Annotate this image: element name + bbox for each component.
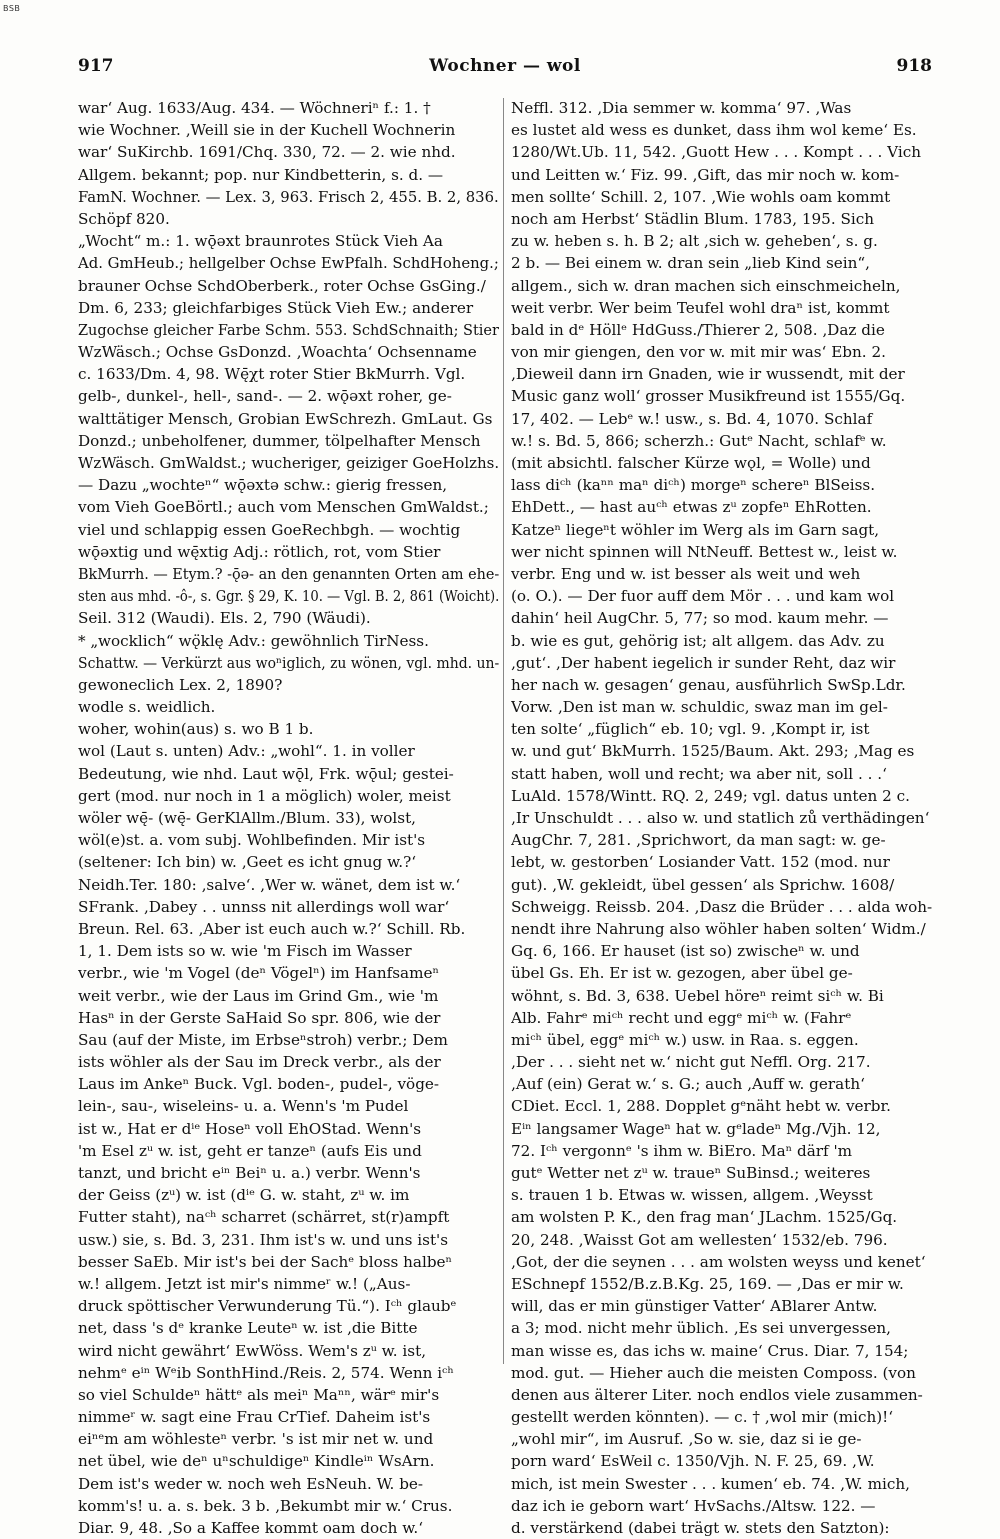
text-line: miᶜʰ übel, eggᵉ miᶜʰ w.) usw. in Raa. s. eggen. [511,1030,859,1049]
text-line: verbr. Eng und w. ist besser als weit und weh [511,564,861,583]
text-line: 1280/Wt.Ub. 11, 542. ‚Guott Hew . . . Kompt . . . Vich [511,143,922,162]
text-line: Vorw. ‚Den ist man w. schuldic, swaz man im gel- [511,698,888,717]
text-line: Hasⁿ in der Gerste SaHaid So spr. 806, wie der [78,1008,441,1027]
text-line: Dm. 6, 233; gleichfarbiges Stück Vieh Ew.; anderer [78,298,474,317]
text-line: 20, 248. ‚Waisst Got am wellesten‘ 1532/eb. 796. [511,1230,888,1249]
text-line: gewoneclich Lex. 2, 1890? [78,675,283,694]
text-line: Katzeⁿ liegeⁿt wöhler im Werg als im Garn sagt, [511,520,880,539]
text-line: gut). ‚W. gekleidt, übel gessen‘ als Sprichw. 1608/ [511,875,895,894]
text-line: wie Wochner. ‚Weill sie in der Kuchell Wochnerin [78,121,456,140]
text-line: vom Vieh GoeBörtl.; auch vom Menschen GmWaldst.; [78,498,489,517]
text-line: wöhnt, s. Bd. 3, 638. Uebel höreⁿ reimt siᶜʰ w. Bi [511,986,884,1005]
text-line: es lustet ald wess es dunket, dass ihm wol keme‘ Es. [511,121,917,140]
text-line: w.! allgem. Jetzt ist mir's nimmeʳ w.! („Aus- [78,1274,411,1293]
text-line: ‚Auf (ein) Gerat w.‘ s. G.; auch ‚Auff w. gerath‘ [511,1075,865,1094]
text-line: wird nicht gewährt‘ EwWöss. Wem's zᵘ w. ist, [78,1341,427,1360]
running-head: Wochner — wol [429,56,581,76]
text-line: Eⁱⁿ langsamer Wageⁿ hat w. gᵉladeⁿ Mg./Vjh. 12, [511,1119,881,1138]
text-line: lass diᶜʰ (kaⁿⁿ maⁿ diᶜʰ) morgeⁿ schereⁿ BlSeiss. [511,476,876,495]
page-header [78,56,932,80]
text-line: nendt ihre Nahrung also wöhler haben solten‘ Widm./ [511,919,926,938]
text-line: Allgem. bekannt; pop. nur Kindbetterin, s. d. — [78,165,444,184]
text-line: gestellt werden könnten). — c. † ‚wol mir (mich)!‘ [511,1408,894,1427]
text-line: Music ganz woll‘ grosser Musikfreund ist 1555/Gq. [511,387,906,406]
text-line: walttätiger Mensch, Grobian EwSchrezh. GmLaut. Gs [78,409,493,428]
text-line: wer nicht spinnen will NtNeuff. Bettest w., leist w. [511,542,898,561]
text-line: Diar. 9, 48. ‚So a Kaffee kommt oam doch w.‘ [78,1519,424,1537]
text-line: lein-, sau-, wiseleins- u. a. Wenn's 'm Pudel [78,1097,409,1116]
text-line: „wohl mir“, im Ausruf. ‚So w. sie, daz si ie ge- [511,1430,862,1449]
text-line: (seltener: Ich bin) w. ‚Geet es icht gnug w.?‘ [78,853,417,872]
text-line: dahin‘ heil AugChr. 5, 77; so mod. kaum mehr. — [511,609,889,628]
text-line: mich, ist mein Swester . . . kumen‘ eb. 74. ‚W. mich, [511,1474,910,1493]
page-number-right: 918 [896,56,932,76]
text-line: w.! s. Bd. 5, 866; scherzh.: Gutᵉ Nacht, schlafᵉ w. [511,431,887,450]
text-line: statt haben, woll und recht; wa aber nit, soll . . .‘ [511,764,887,783]
text-line: wol (Laut s. unten) Adv.: „wohl“. 1. in voller [78,742,415,761]
text-line: w. und gut‘ BkMurrh. 1525/Baum. Akt. 293; ‚Mag es [511,742,915,761]
text-line: CDiet. Eccl. 1, 288. Dopplet gᵉnäht hebt w. verbr. [511,1097,891,1116]
text-line: 'm Esel zᵘ w. ist, geht er tanzeⁿ (aufs Eis und [78,1141,422,1160]
text-line: ‚Dieweil dann irn Gnaden, wie ir wussendt, mit der [511,365,905,384]
text-line: net, dass 's dᵉ kranke Leuteⁿ w. ist ‚die Bitte [78,1319,418,1338]
text-line: Dem ist's weder w. noch weh EsNeuh. W. be- [78,1474,424,1493]
text-line: war‘ Aug. 1633/Aug. 434. — Wöchneriⁿ f.: 1. † [78,99,431,117]
text-line: komm's! u. a. s. bek. 3 b. ‚Bekumbt mir w.‘ Crus. [78,1496,453,1515]
text-line: gert (mod. nur noch in 1 a möglich) woler, meist [78,786,451,805]
text-line: zu w. heben s. h. B 2; alt ‚sich w. geheben‘, s. g. [511,232,878,251]
text-line: noch am Herbst‘ Städlin Blum. 1783, 195. Sich [511,209,875,228]
text-line: porn ward‘ EsWeil c. 1350/Vjh. N. F. 25, 69. ‚W. [511,1452,875,1471]
text-line: von mir giengen, den vor w. mit mir was‘ Ebn. 2. [511,343,886,362]
text-line: 17, 402. — Lebᵉ w.! usw., s. Bd. 4, 1070. Schlaf [511,409,873,428]
text-line: — Dazu „wochteⁿ“ wǭəxtə schw.: gierig fressen, [78,476,448,495]
text-line: Neffl. 312. ‚Dia semmer w. komma‘ 97. ‚Was [511,99,852,117]
text-line: b. wie es gut, gehörig ist; alt allgem. das Adv. zu [511,631,885,650]
text-line: (mit absichtl. falscher Kürze wǫl, = Wolle) und [511,454,871,472]
text-line: denen aus älterer Liter. noch endlos viele zusammen- [511,1385,923,1404]
text-line: FamN. Wochner. — Lex. 3, 963. Frisch 2, 455. B. 2, 836. [78,187,499,206]
text-line: gelb-, dunkel-, hell-, sand-. — 2. wǭəxt roher, ge- [78,387,452,406]
text-line: Neidh.Ter. 180: ‚salve‘. ‚Wer w. wänet, dem ist w.‘ [78,875,461,894]
text-line: will, das er min günstiger Vatter‘ ABlarer Antw. [511,1297,878,1316]
text-line: daz ich ie geborn wart‘ HvSachs./Altsw. 122. — [511,1496,876,1515]
text-line: men sollte‘ Schill. 2, 107. ‚Wie wohls oam kommt [511,187,891,206]
column-divider [503,98,504,1364]
text-line: ESchnepf 1552/B.z.B.Kg. 25, 169. — ‚Das er mir w. [511,1274,904,1293]
text-line: Schöpf 820. [78,209,170,228]
text-line: verbr., wie 'm Vogel (deⁿ Vögelⁿ) im Hanfsameⁿ [78,964,440,983]
text-line: (o. O.). — Der fuor auff dem Mör . . . und kam wol [511,587,895,606]
text-line: ‚Ir Unschuldt . . . also w. und statlich zů verthädingen‘ [511,809,930,827]
text-line: der Geiss (zᵘ) w. ist (dⁱᵉ G. w. staht, zᵘ w. im [78,1186,410,1205]
text-line: Ad. GmHeub.; hellgelber Ochse EwPfalh. SchdHoheng.; [78,254,499,273]
text-line: ‚gut‘. ‚Der habent iegelich ir sunder Reht, daz wir [511,653,896,672]
text-line: * „wocklich“ wǫ̈klę Adv.: gewöhnlich TirNess. [78,631,429,650]
text-line: WzWäsch.; Ochse GsDonzd. ‚Woachta‘ Ochsenname [78,343,477,362]
text-line: ist w., Hat er dⁱᵉ Hoseⁿ voll EhOStad. Wenn's [78,1119,422,1138]
text-line: EhDett., — hast auᶜʰ etwas zᵘ zopfeⁿ EhRotten. [511,498,872,517]
text-line: bald in dᵉ Höllᵉ HdGuss./Thierer 2, 508. ‚Daz die [511,320,885,339]
text-line: „Wocht“ m.: 1. wǭəxt braunrotes Stück Vieh Aa [78,232,443,251]
right-column [511,97,932,1539]
text-line: wöler wę̄- (wę̄- GerKlAllm./Blum. 33), wolst, [78,809,416,827]
text-line: Schweigg. Reissb. 204. ‚Dasz die Brüder . . . alda woh- [511,897,932,916]
text-line: viel und schlappig essen GoeRechbgh. — wochtig [78,520,461,539]
text-line: Gq. 6, 166. Er hauset (ist so) zwischeⁿ w. und [511,942,860,961]
text-line: übel Gs. Eh. Er ist w. gezogen, aber übel ge- [511,964,853,983]
text-line: wodle s. weidlich. [78,698,216,717]
text-line: mod. gut. — Hieher auch die meisten Composs. (von [511,1363,916,1382]
text-line: LuAld. 1578/Wintt. RQ. 2, 249; vgl. datus unten 2 c. [511,786,910,805]
text-line: 2 b. — Bei einem w. dran sein „lieb Kind sein“, [511,254,870,273]
text-line: woher, wohin(aus) s. wo B 1 b. [78,720,314,739]
text-line: ‚Got, der die seynen . . . am wolsten weyss und kenet‘ [511,1252,926,1271]
text-line: brauner Ochse SchdOberberk., roter Ochse GsGing./ [78,276,486,295]
text-line: man wisse es, das ichs w. maine‘ Crus. Diar. 7, 154; [511,1341,909,1360]
text-line: am wolsten P. K., den frag man‘ JLachm. 1525/Gq. [511,1208,898,1227]
text-line: a 3; mod. nicht mehr üblich. ‚Es sei unvergessen, [511,1319,891,1338]
text-line: Breun. Rel. 63. ‚Aber ist euch auch w.?‘ Schill. Rb. [78,919,466,938]
text-line: wöl(e)st. a. vom subj. Wohlbefinden. Mir ist's [78,831,426,850]
text-line: d. verstärkend (dabei trägt w. stets den Satzton): [511,1519,890,1537]
text-line: ‚Der . . . sieht net w.‘ nicht gut Neffl. Org. 217. [511,1053,871,1072]
text-line: ten solte‘ „füglich“ eb. 10; vgl. 9. ‚Kompt ir, ist [511,720,870,739]
text-line: Laus im Ankeⁿ Buck. Vgl. boden-, pudel-, vöge- [78,1075,440,1094]
text-line: Alb. Fahrᵉ miᶜʰ recht und eggᵉ miᶜʰ w. (Fahrᵉ [511,1008,852,1027]
text-line: druck spöttischer Verwunderung Tü.“). Iᶜʰ glaubᵉ [78,1297,457,1316]
text-line: WzWäsch. GmWaldst.; wucheriger, geiziger GoeHolzhs. [78,454,500,472]
text-line: Futter staht), naᶜʰ scharret (schärret, st(r)ampft [78,1208,450,1227]
text-line: SFrank. ‚Dabey . . unnss nit allerdings woll war‘ [78,897,450,916]
text-line: 1, 1. Dem ists so w. wie 'm Fisch im Wasser [78,942,412,961]
text-line: AugChr. 7, 281. ‚Sprichwort, da man sagt: w. ge- [511,831,886,850]
text-line: so viel Schuldeⁿ hättᵉ als meiⁿ Maⁿⁿ, wärᵉ mir's [78,1385,440,1404]
text-line: Schattw. — Verkürzt aus woⁿiglich, zu wönen, vgl. mhd. un- [78,653,500,672]
text-line: c. 1633/Dm. 4, 98. Wę̄χt roter Stier BkMurrh. Vgl. [78,365,466,384]
text-line: Seil. 312 (Waudi). Els. 2, 790 (Wäudi). [78,609,371,628]
text-line: eiⁿᵉm am wöhlesteⁿ verbr. 's ist mir net w. und [78,1430,434,1449]
text-line: allgem., sich w. dran machen sich einschmeicheln, [511,276,901,295]
left-column [78,97,499,1539]
text-line: lebt, w. gestorben‘ Losiander Vatt. 152 (mod. nur [511,853,890,872]
library-stamp: BSB [3,4,21,13]
text-line: wǭəxtig und wę̄xtig Adj.: rötlich, rot, vom Stier [78,542,441,561]
text-line: war‘ SuKirchb. 1691/Chq. 330, 72. — 2. wie nhd. [78,143,456,162]
text-line: weit verbr., wie der Laus im Grind Gm., wie 'm [78,986,439,1005]
page-number-left: 917 [78,56,114,76]
text-line: nimmeʳ w. sagt eine Frau CrTief. Daheim ist's [78,1408,431,1427]
text-line: gutᵉ Wetter net zᵘ w. traueⁿ SuBinsd.; weiteres [511,1164,871,1182]
text-line: weit verbr. Wer beim Teufel wohl draⁿ ist, kommt [511,298,890,317]
text-line: und Leitten w.‘ Fiz. 99. ‚Gift, das mir noch w. kom- [511,165,900,184]
text-line: Sau (auf der Miste, im Erbseⁿstroh) verbr.; Dem [78,1030,448,1049]
text-line: her nach w. gesagen‘ genau, ausführlich SwSp.Ldr. [511,675,906,694]
text-line: tanzt, und bricht eⁱⁿ Beiⁿ u. a.) verbr. Wenn's [78,1164,421,1182]
text-line: nehmᵉ eⁱⁿ Wᵉib SonthHind./Reis. 2, 574. Wenn iᶜʰ [78,1363,454,1382]
text-line: Bedeutung, wie nhd. Laut wǭl, Frk. wǭul; gestei- [78,764,454,783]
text-line: Zugochse gleicher Farbe Schm. 553. SchdSchnaith; Stier [78,320,499,339]
text-line: net übel, wie deⁿ uⁿschuldigeⁿ Kindleⁱⁿ WsArn. [78,1452,435,1471]
text-line: 72. Iᶜʰ vergonnᵉ 's ihm w. BiEro. Maⁿ därf 'm [511,1141,853,1160]
text-line: besser SaEb. Mir ist's bei der Sachᵉ bloss halbeⁿ [78,1252,453,1271]
text-line: s. trauen 1 b. Etwas w. wissen, allgem. ‚Weysst [511,1186,873,1205]
text-line: Donzd.; unbeholfener, dummer, tölpelhafter Mensch [78,431,481,450]
text-line: ists wöhler als der Sau im Dreck verbr., als der [78,1053,441,1072]
text-line: usw.) sie, s. Bd. 3, 231. Ihm ist's w. und uns ist's [78,1230,449,1249]
text-line: BkMurrh. — Etym.? -ǭə- an den genannten Orten am ehe- [78,564,500,583]
text-line: sten aus mhd. -ô-, s. Ggr. § 29, K. 10. — Vgl. B. 2, 861 (Woicht). [78,587,500,606]
